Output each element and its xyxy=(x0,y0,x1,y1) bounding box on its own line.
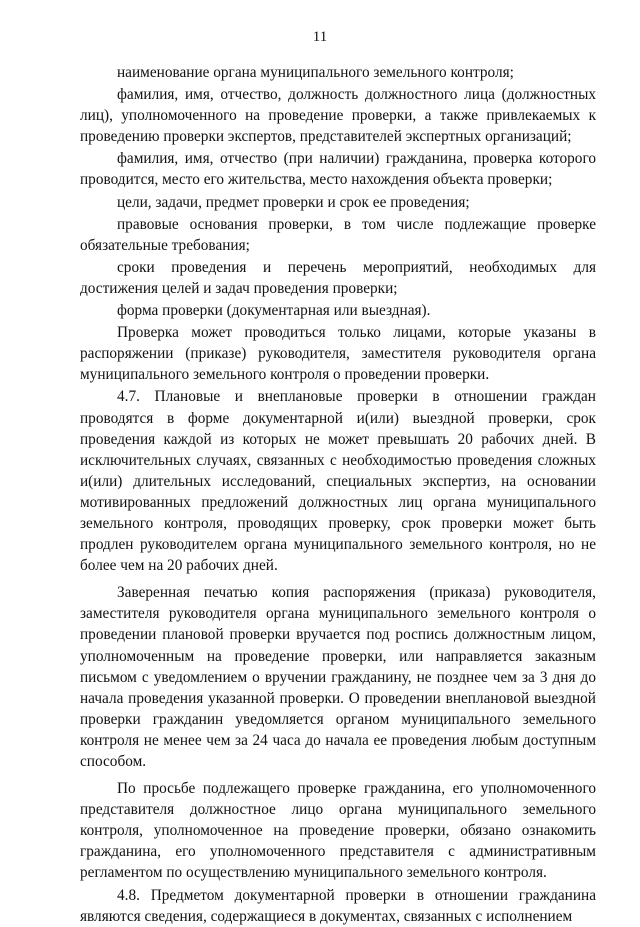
paragraph-official-names: фамилия, имя, отчество, должность должностного лица (должностных лиц), уполномоченного на проведение проверки, а также привлекаемых к проведению проверки экспертов, представителей экспертных организаций; xyxy=(80,86,596,146)
paragraph-legal-grounds: правовые основания проверки, в том числе подлежащие проверке обязательные требования; xyxy=(80,215,596,254)
paragraph-section-4-8: 4.8. Предметом документарной проверки в отношении гражданина являются сведения, содержащиеся в документах, связанных с исполнением xyxy=(80,886,596,925)
paragraph-terms: сроки проведения и перечень мероприятий, необходимых для достижения целей и задач проведения проверки; xyxy=(80,258,596,297)
paragraph-authority-name: наименование органа муниципального земельного контроля; xyxy=(117,64,514,81)
paragraph-citizen-name: фамилия, имя, отчество (при наличии) гражданина, проверка которого проводится, место его жительства, место нахождения объекта проверки; xyxy=(80,150,596,189)
page-number: 11 xyxy=(312,29,328,45)
paragraph-inspection-form: форма проверки (документарная или выездная). xyxy=(117,302,431,320)
paragraph-citizen-request: По просьбе подлежащего проверке гражданина, его уполномоченного представителя должностное лицо органа муниципального земельного контроля, уполномоченное на проведение проверки, обязано ознакомить гражданина, его уполномоченного представителя с административным регламентом по осуществлению муниципального земельного контроля. xyxy=(80,780,596,882)
document-body xyxy=(80,62,596,927)
paragraph-section-4-7: 4.7. Плановые и внеплановые проверки в отношении граждан проводятся в форме документарной и(или) выездной проверки, срок проведения каждой из которых не может превышать 20 рабочих дней. В исключительных случаях, связанных с необходимостью проведения сложных и(или) длительных исследований, специальных экспертиз, на основании мотивированных предложений должностных лиц органа муниципального земельного контроля, проводящих проверку, срок проверки может быть продлен руководителем органа муниципального земельного контроля, но не более чем на 20 рабочих дней. xyxy=(80,388,596,575)
paragraph-order-copy: Заверенная печатью копия распоряжения (приказа) руководителя, заместителя руководителя органа муниципального земельного контроля о проведении плановой проверки вручается под роспись должностным лицом, уполномоченным на проведение проверки, или направляется заказным письмом с уведомлением о вручении гражданину, не позднее чем за 3 дня до начала проведения указанной проверки. О проведении внеплановой выездной проверки гражданин уведомляется органом муниципального земельного контроля не менее чем за 24 часа до начала ее проведения любым доступным способом. xyxy=(80,584,596,770)
paragraph-goals: цели, задачи, предмет проверки и срок ее проведения; xyxy=(117,193,470,211)
paragraph-who-inspects: Проверка может проводиться только лицами, которые указаны в распоряжении (приказе) руководителя, заместителя руководителя органа муниципального земельного контроля о проведении проверки. xyxy=(80,324,596,384)
